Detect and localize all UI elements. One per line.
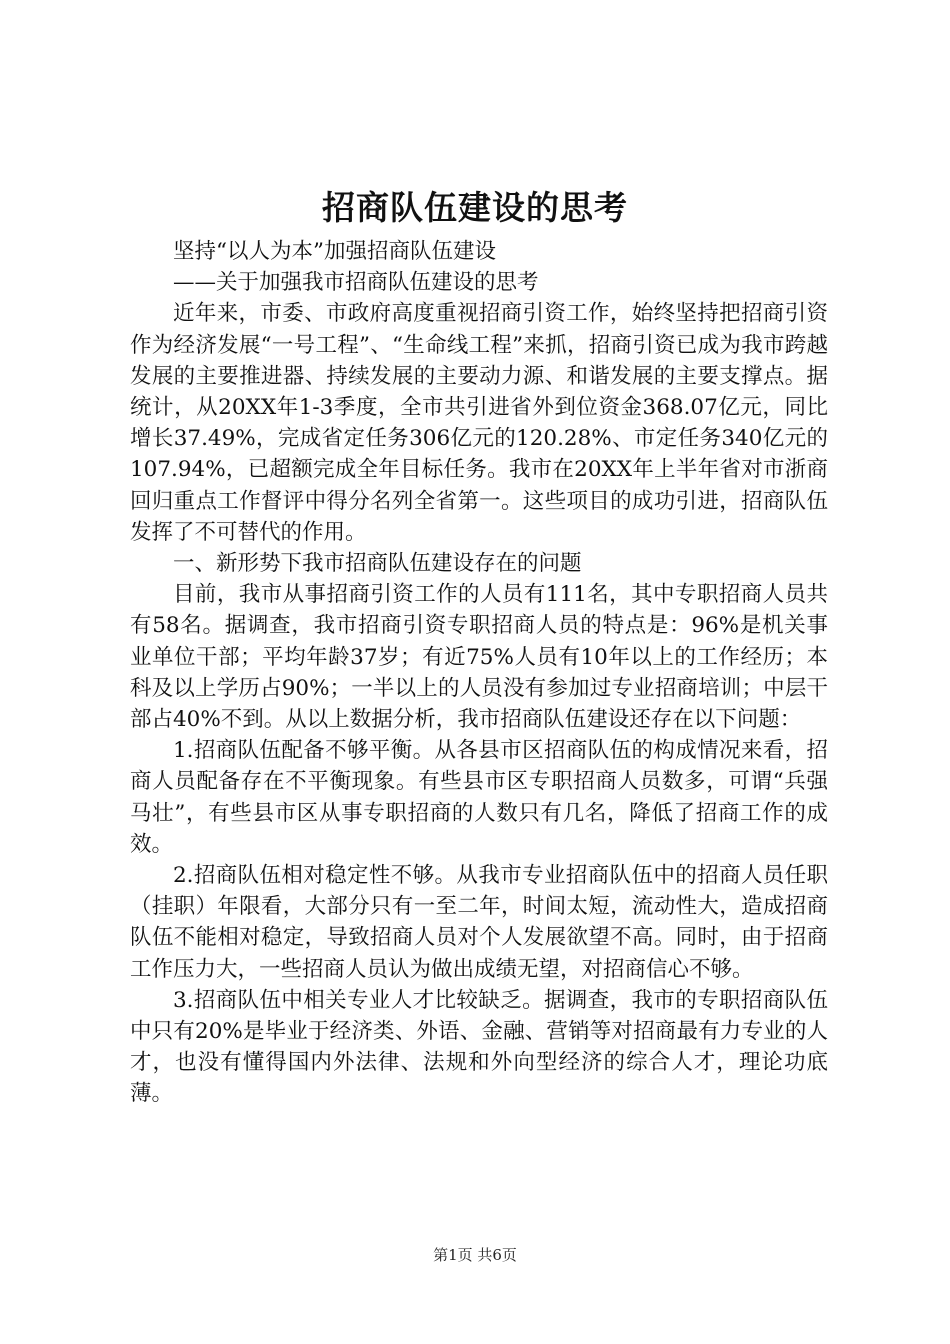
subtitle-line-2: ——关于加强我市招商队伍建设的思考 [173, 270, 539, 296]
document-body [130, 236, 828, 1110]
section-heading: 一、新形势下我市招商队伍建设存在的问题 [173, 551, 582, 577]
problem-3-paragraph: 3.招商队伍中相关专业人才比较缺乏。据调查，我市的专职招商队伍中只有20%是毕业于经济类、外语、金融、营销等对招商最有力专业的人才，也没有懂得国内外法律、法规和外向型经济的综合人才，理论功底薄。 [130, 987, 828, 1107]
page-footer: 第1页 共6页 [433, 1246, 517, 1264]
intro-paragraph: 近年来，市委、市政府高度重视招商引资工作，始终坚持把招商引资作为经济发展“一号工程”、“生命线工程”来抓，招商引资已成为我市跨越发展的主要推进器、持续发展的主要动力源、和谐发展的主要支撑点。据统计，从20XX年1-3季度，全市共引进省外到位资金368.07亿元，同比增长37.49%，完成省定任务306亿元的120.28%、市定任务340亿元的107.94%，已超额完成全年目标任务。我市在20XX年上半年省对市浙商回归重点工作督评中得分名列全省第一。这些项目的成功引进，招商队伍发挥了不可替代的作用。 [130, 301, 828, 545]
document-title: 招商队伍建设的思考 [322, 188, 628, 227]
problem-2-paragraph: 2.招商队伍相对稳定性不够。从我市专业招商队伍中的招商人员任职（挂职）年限看，大部分只有一至二年，时间太短，流动性大，造成招商队伍不能相对稳定，导致招商人员对个人发展欲望不高。同时，由于招商工作压力大，一些招商人员认为做出成绩无望，对招商信心不够。 [130, 863, 828, 982]
statistics-paragraph: 目前，我市从事招商引资工作的人员有111名，其中专职招商人员共有58名。据调查，我市招商引资专职招商人员的特点是：96%是机关事业单位干部；平均年龄37岁；有近75%人员有10年以上的工作经历；本科及以上学历占90%；一半以上的人员没有参加过专业招商培训；中层干部占40%不到。从以上数据分析，我市招商队伍建设还存在以下问题： [130, 582, 828, 733]
subtitle-line-1: 坚持“以人为本”加强招商队伍建设 [173, 239, 496, 264]
problem-1-paragraph: 1.招商队伍配备不够平衡。从各县市区招商队伍的构成情况来看，招商人员配备存在不平衡现象。有些县市区专职招商人员数多，可谓“兵强马壮”，有些县市区从事专职招商的人数只有几名，降低了招商工作的成效。 [130, 738, 828, 857]
